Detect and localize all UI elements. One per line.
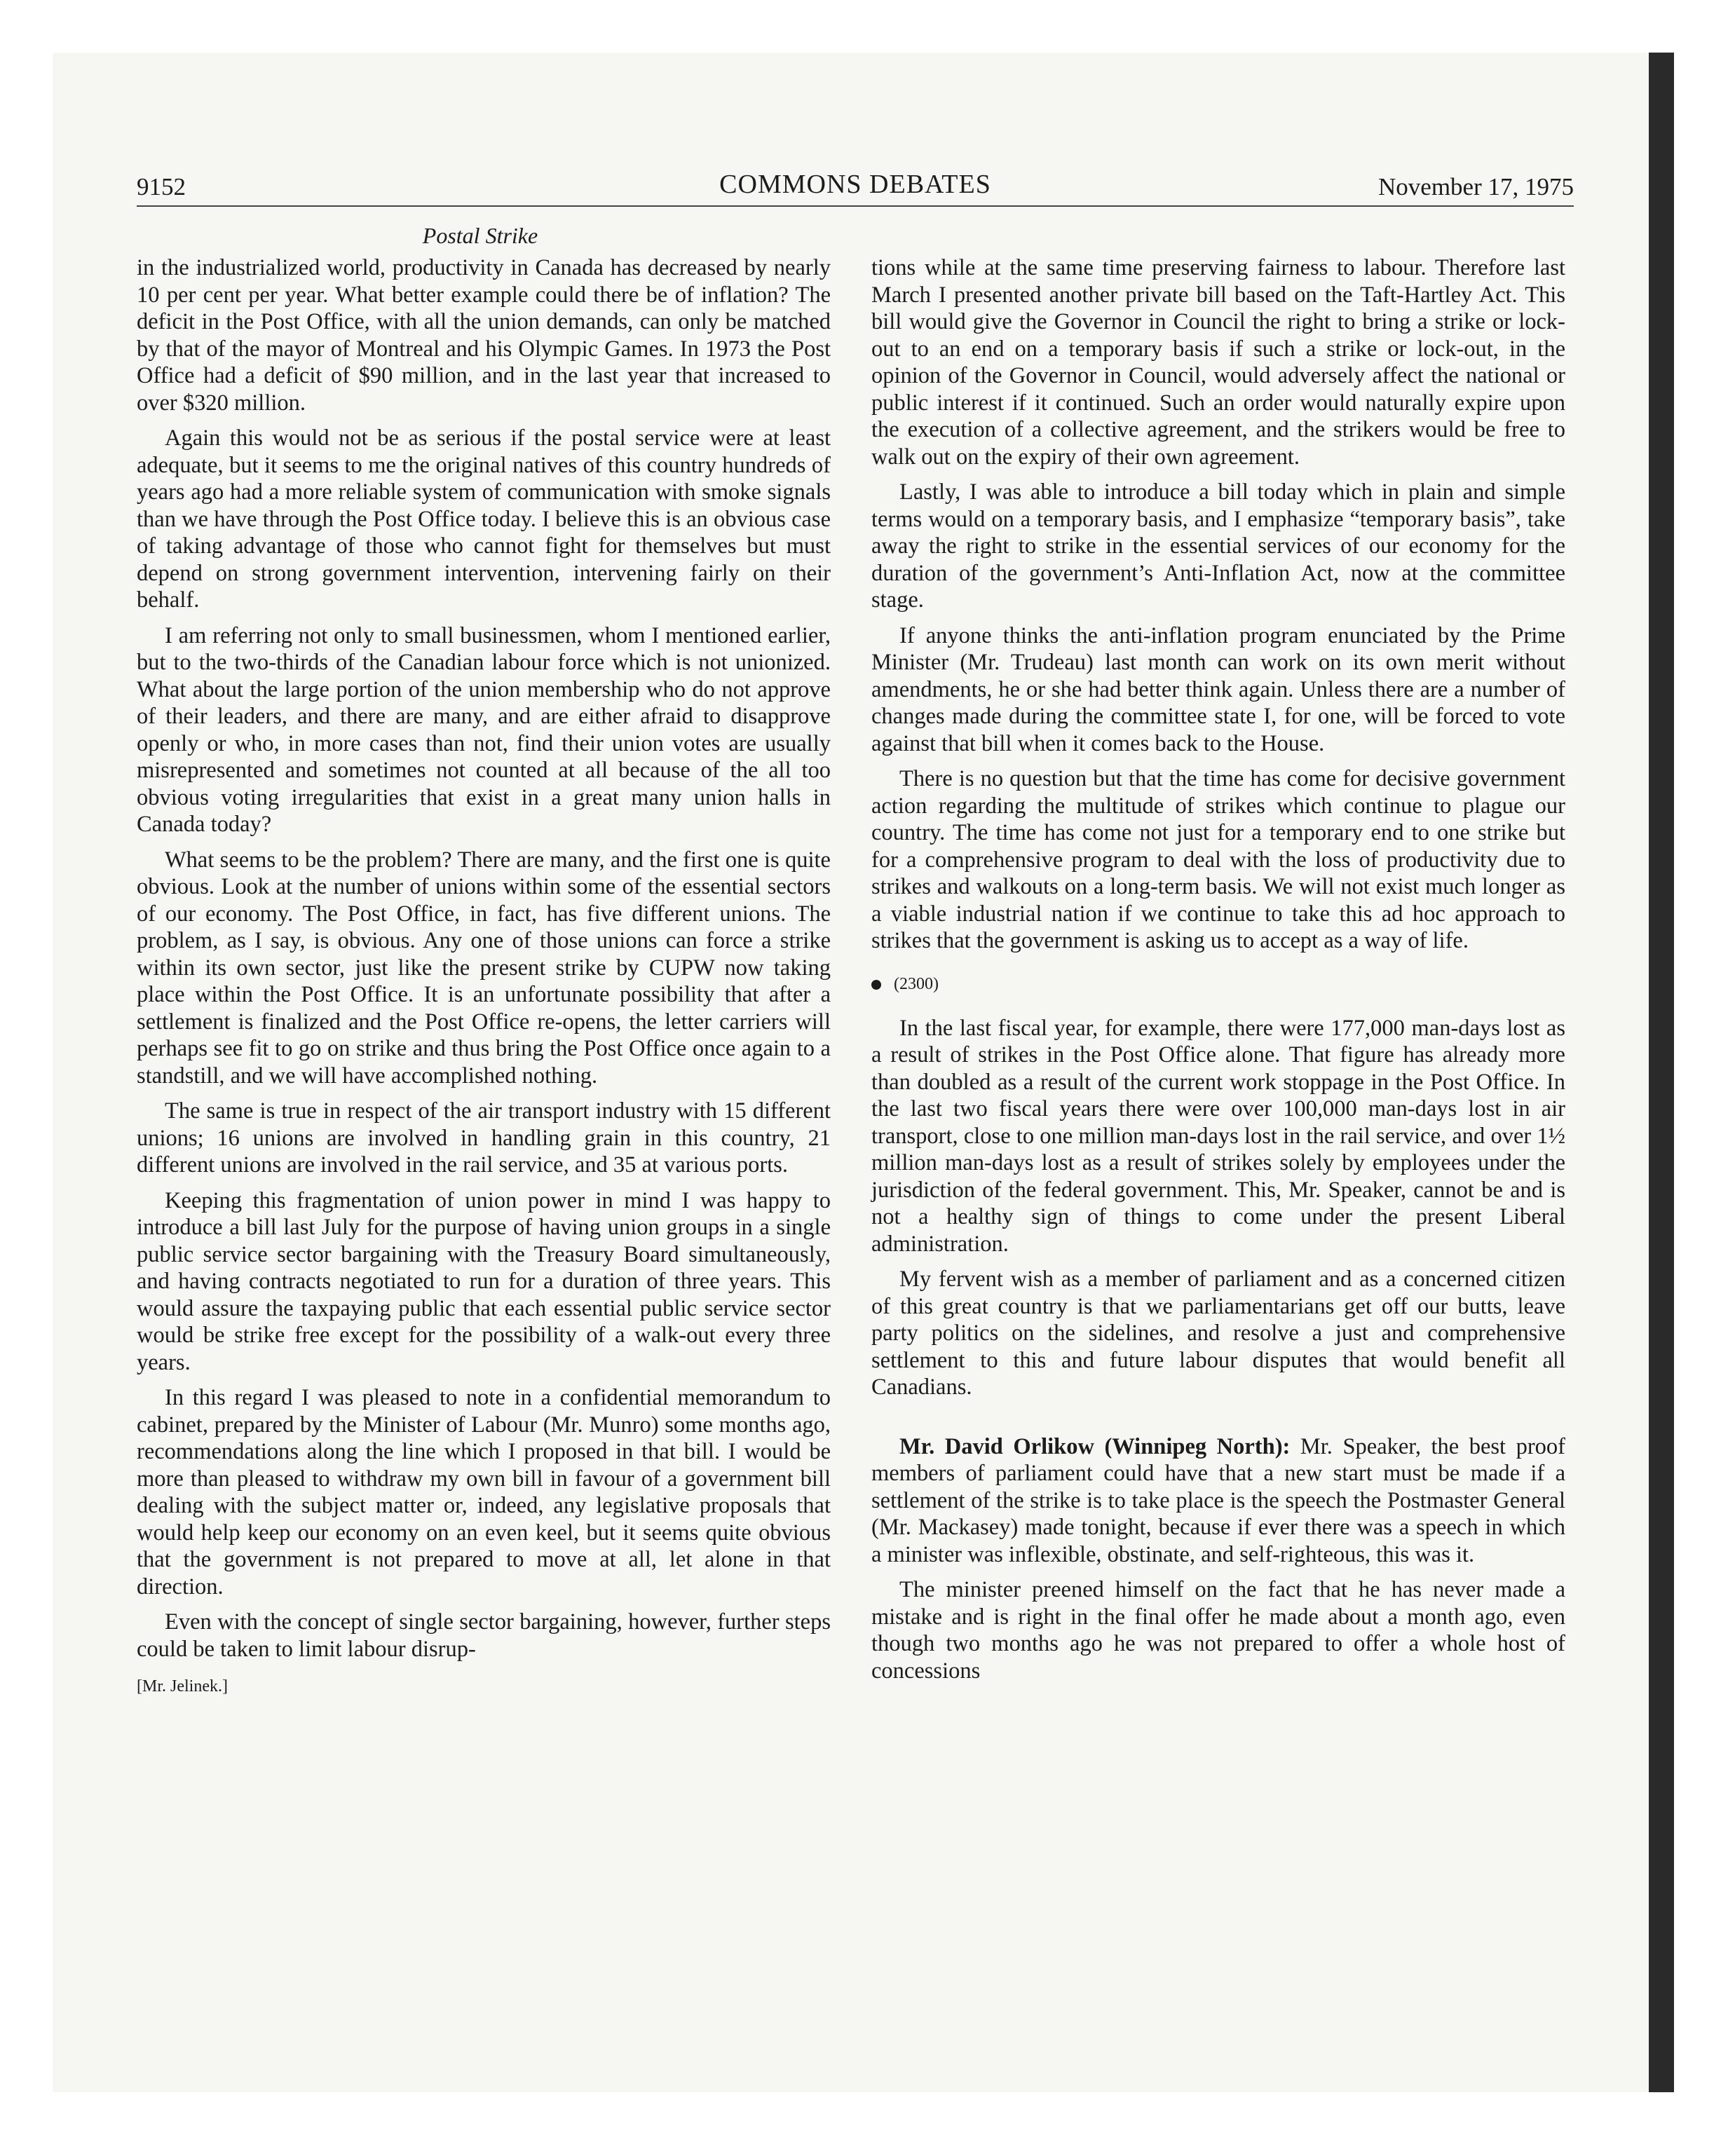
page-header [137,166,1574,207]
page-date: November 17, 1975 [1378,173,1574,200]
publication-title: COMMONS DEBATES [719,170,991,199]
bullet-icon [871,980,881,990]
speaker-name: Mr. David Orlikow (Winnipeg North): [899,1433,1291,1459]
paragraph: There is no question but that the time has come for decisive government action regarding the multitude of strikes which continue to plague our country. The time has come not just for a temporary end to one strike but for a comprehensive program to deal with the loss of productivity due to strikes and walkouts on a long-term basis. We will not exist much longer as a viable industrial nation if we continue to take this ad hoc approach to strikes that the government is asking us to accept as a way of life. [871,766,1565,953]
paragraph: in the industrialized world, productivity in Canada has decreased by nearly 10 per cent per year. What better example could there be of inflation? The deficit in the Post Office, with all the union demands, can only be matched by that of the mayor of Montreal and his Olympic Games. In 1973 the Post Office had a deficit of $90 million, and in the last year that increased to over $320 million. [137,255,831,416]
left-column [137,254,831,1696]
scan-edge-bar [1649,53,1674,2092]
paragraph: Lastly, I was able to introduce a bill today which in plain and simple terms would on a temporary basis, and I emphasize “temporary basis”, take away the right to strike in the essential services of our economy for the duration of the government’s Anti-Inflation Act, now at the committee stage. [871,479,1565,613]
paragraph: The same is true in respect of the air transport industry with 15 different unions; 16 unions are involved in handling grain in this country, 21 different unions are involved in the rail service, and 35 at various ports. [137,1098,831,1178]
paragraph: I am referring not only to small businessmen, whom I mentioned earlier, but to the two-thirds of the Canadian labour force which is not unionized. What about the large portion of the union membership who do not approve of their leaders, and there are many, and are either afraid to disapprove openly or who, in more cases than not, find their union votes are usually misrepresented and sometimes not counted at all because of the all too obvious voting irregularities that exist in a great many union halls in Canada today? [137,622,831,837]
right-column [871,254,1565,1693]
paragraph: What seems to be the problem? There are many, and the first one is quite obvious. Look at the number of unions within some of the essential sectors of our economy. The Post Office, in fact, has five different unions. The problem, as I say, is obvious. Any one of those unions can force a strike within its own sector, just like the present strike by CUPW now taking place within the Post Office. It is an unfortunate possibility that after a settlement is finalized and the Post Office re-opens, the letter carriers will perhaps see fit to go on strike and thus bring the Post Office once again to a standstill, and we will have accomplished nothing. [137,847,831,1089]
speaker-paragraph [871,1433,1565,1569]
page-number: 9152 [137,173,186,200]
speaker-footnote: [Mr. Jelinek.] [137,1677,228,1696]
paragraph: If anyone thinks the anti-inflation program enunciated by the Prime Minister (Mr. Trudeau) last month can work on its own merit without amendments, he or she had better think again. Unless there are a number of changes made during the committee state I, for one, will be forced to vote against that bill when it comes back to the House. [871,622,1565,756]
paragraph: In the last fiscal year, for example, there were 177,000 man-days lost as a result of strikes in the Post Office alone. That figure has already more than doubled as a result of the current work stoppage in the Post Office. In the last two fiscal years there were over 100,000 man-days lost in air transport, close to one million man-days lost in the rail service, and over 1½ million man-days lost as a result of strikes solely by employees under the jurisdiction of the federal government. This, Mr. Speaker, cannot be and is not a healthy sign of things to come under the present Liberal administration. [871,1015,1565,1257]
time-marker-text: (2300) [894,974,939,993]
time-marker [871,974,1565,994]
paragraph: My fervent wish as a member of parliament and as a concerned citizen of this great country is that we parliamentarians get off our butts, leave party politics on the sidelines, and resolve a just and comprehensive settlement to this and future labour disputes that would benefit all Canadians. [871,1267,1565,1400]
paragraph: Keeping this fragmentation of union power in mind I was happy to introduce a bill last July for the purpose of having union groups in a single public service sector bargaining with the Treasury Board simultaneously, and having contracts negotiated to run for a duration of three years. This would assure the taxpaying public that each essential public service sector would be strike free except for the possibility of a walk-out every three years. [137,1187,831,1375]
paragraph: Even with the concept of single sector bargaining, however, further steps could be taken to limit labour disrup- [137,1609,831,1662]
paragraph: The minister preened himself on the fact that he has never made a mistake and is right in the final offer he made about a month ago, even though two months ago he was not prepared to offer a whole host of concessions [871,1577,1565,1684]
paragraph: tions while at the same time preserving fairness to labour. Therefore last March I presented another private bill based on the Taft-Hartley Act. This bill would give the Governor in Council the right to bring a strike or lock-out to an end on a temporary basis if such a strike or lock-out, in the opinion of the Governor in Council, would adversely affect the national or public interest if it continued. Such an order would naturally expire upon the execution of a collective agreement, and the strikers would be free to walk out on the expiry of their own agreement. [871,255,1565,470]
paragraph: In this regard I was pleased to note in a confidential memorandum to cabinet, prepared by the Minister of Labour (Mr. Munro) some months ago, recommendations along the line which I proposed in that bill. I would be more than pleased to withdraw my own bill in favour of a government bill dealing with the subject matter or, indeed, any legislative proposals that would help keep our economy on an even keel, but it seems quite obvious that the government is not prepared to move at all, let alone in that direction. [137,1385,831,1599]
speaker-text: Mr. Speaker, the best proof members of parliament could have that a new start must be made if a settlement of the strike is to take place is the speech the Postmaster General (Mr. Mackasey) made tonight, because if ever there was a speech in which a minister was inflexible, obstinate, and self-righteous, this was it. [871,1433,1565,1567]
section-subtitle: Postal Strike [422,223,538,248]
paragraph: Again this would not be as serious if the postal service were at least adequate, but it seems to me the original natives of this country hundreds of years ago had a more reliable system of communication with smoke signals than we have through the Post Office today. I believe this is an obvious case of taking advantage of those who cannot fight for themselves but must depend on strong government intervention, intervening fairly on their behalf. [137,425,831,613]
